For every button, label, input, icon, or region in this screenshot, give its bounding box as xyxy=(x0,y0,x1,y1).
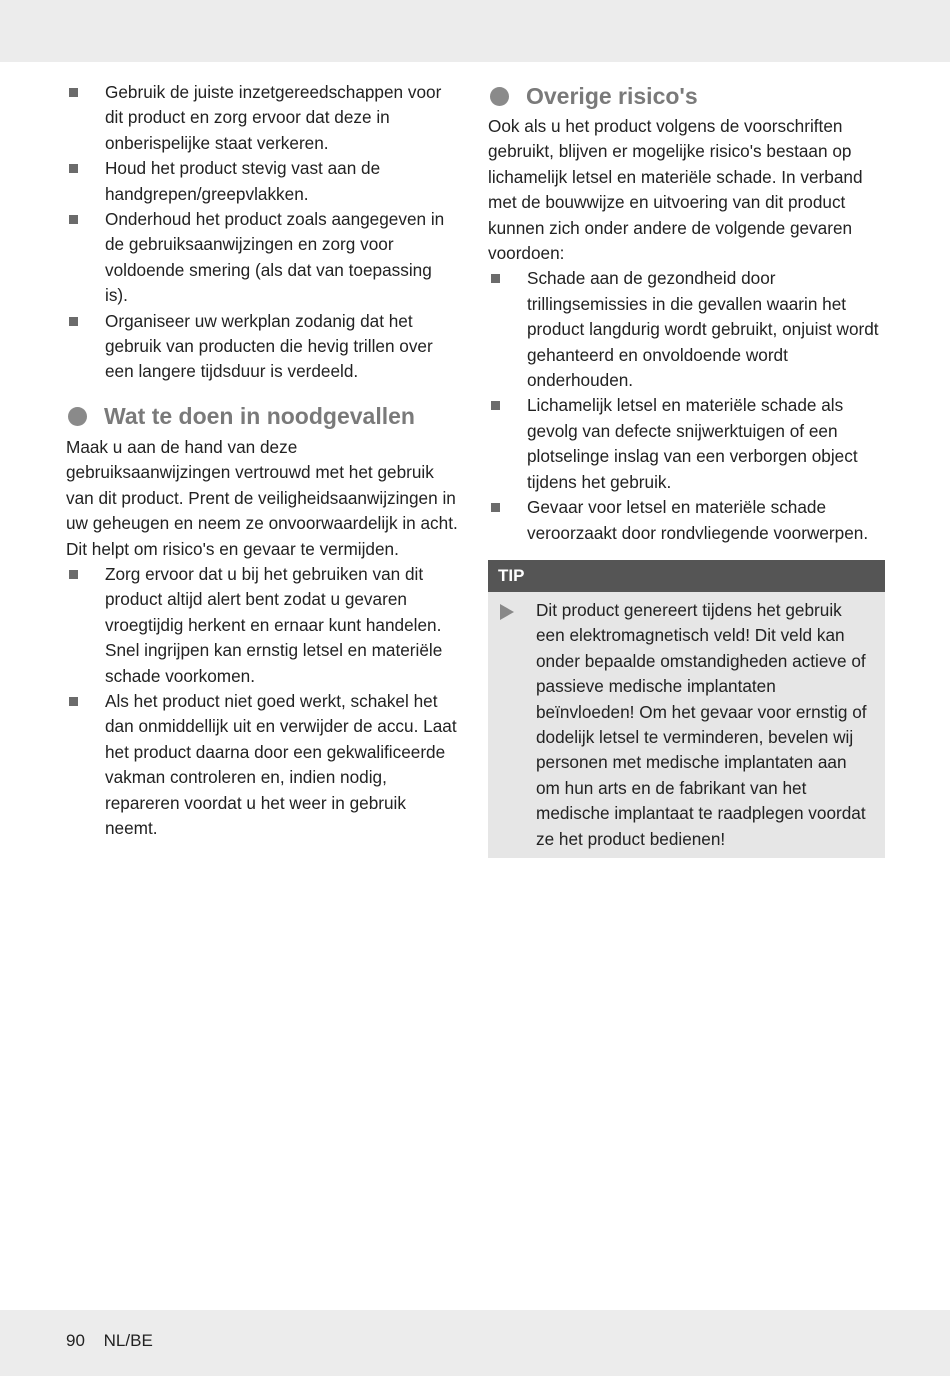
section-heading-emergency: Wat te doen in noodgevallen xyxy=(66,399,458,435)
square-bullet-icon xyxy=(69,164,78,173)
square-bullet-icon xyxy=(491,503,500,512)
page-number: 90 xyxy=(66,1331,85,1350)
triangle-arrow-icon xyxy=(500,604,514,620)
emergency-list xyxy=(66,562,458,841)
square-bullet-icon xyxy=(491,401,500,410)
circle-bullet-icon xyxy=(490,87,509,106)
square-bullet-icon xyxy=(69,317,78,326)
tip-box xyxy=(488,560,885,858)
square-bullet-icon xyxy=(69,88,78,97)
list-item: Zorg ervoor dat u bij het gebruiken van dit product altijd alert bent zodat u gevaren vroegtijdig herkent en ernaar kunt handelen. Snel ingrijpen kan ernstig letsel en materiële schade voorkomen. xyxy=(66,562,458,689)
tip-body xyxy=(488,592,885,858)
risks-intro: Ook als u het product volgens de voorschriften gebruikt, blijven er mogelijke risico's bestaan op lichamelijk letsel en materiële schade. In verband met de bouwwijze en uitvoering van dit product kunnen zich onder andere de volgende gevaren voordoen: xyxy=(488,116,863,264)
list-item: Organiseer uw werkplan zodanig dat het gebruik van producten die hevig trillen over een langere tijdsduur is verdeeld. xyxy=(66,309,458,385)
square-bullet-icon xyxy=(491,274,500,283)
risks-list xyxy=(488,266,885,545)
list-item: Houd het product stevig vast aan de handgrepen/greepvlakken. xyxy=(66,156,458,207)
tip-label: TIP xyxy=(488,560,885,592)
list-item: Gebruik de juiste inzetgereedschappen voor dit product en zorg ervoor dat deze in onberispelijke staat verkeren. xyxy=(66,80,458,156)
circle-bullet-icon xyxy=(68,407,87,426)
emergency-intro: Maak u aan de hand van deze gebruiksaanwijzingen vertrouwd met het gebruik van dit product. Prent de veiligheidsaanwijzingen in uw geheugen en neem ze onvoorwaardelijk in acht. Dit helpt om risico's en gevaar te vermijden. xyxy=(66,436,458,559)
list-item: Schade aan de gezondheid door trillingsemissies in die gevallen waarin het product langdurig wordt gebruikt, onjuist wordt gehanteerd en onvoldoende wordt onderhouden. xyxy=(488,266,885,393)
square-bullet-icon xyxy=(69,697,78,706)
tip-text: Dit product genereert tijdens het gebruik een elektromagnetisch veld! Dit veld kan onder bepaalde omstandigheden actieve of passieve medische implantaten beïnvloeden! Om het gevaar voor ernstig of dodelijk letsel te verminderen, bevelen wij personen met medische implantaten aan om hun arts en de fabrikant van het medische implantaat te raadplegen voordat ze het product bedienen! xyxy=(536,599,867,849)
list-item: Gevaar voor letsel en materiële schade veroorzaakt door rondvliegende voorwerpen. xyxy=(488,495,885,546)
header-band xyxy=(0,0,950,62)
safety-list xyxy=(66,80,458,385)
list-item: Onderhoud het product zoals aangegeven in de gebruiksaanwijzingen en zorg voor voldoende smering (als dat van toepassing is). xyxy=(66,207,458,309)
square-bullet-icon xyxy=(69,215,78,224)
list-item: Lichamelijk letsel en materiële schade als gevolg van defecte snijwerktuigen of een plotselinge inslag van een verborgen object tijdens het gebruik. xyxy=(488,393,885,495)
square-bullet-icon xyxy=(69,570,78,579)
right-column xyxy=(488,78,885,858)
section-heading-risks: Overige risico's xyxy=(488,78,885,114)
footer xyxy=(66,1331,167,1351)
list-item: Als het product niet goed werkt, schakel het dan onmiddellijk uit en verwijder de accu. Laat het product daarna door een gekwalificeerde vakman controleren en, indien nodig, repareren voordat u het weer in gebruik neemt. xyxy=(66,689,458,841)
locale-label: NL/BE xyxy=(103,1331,153,1350)
left-column xyxy=(66,80,458,841)
